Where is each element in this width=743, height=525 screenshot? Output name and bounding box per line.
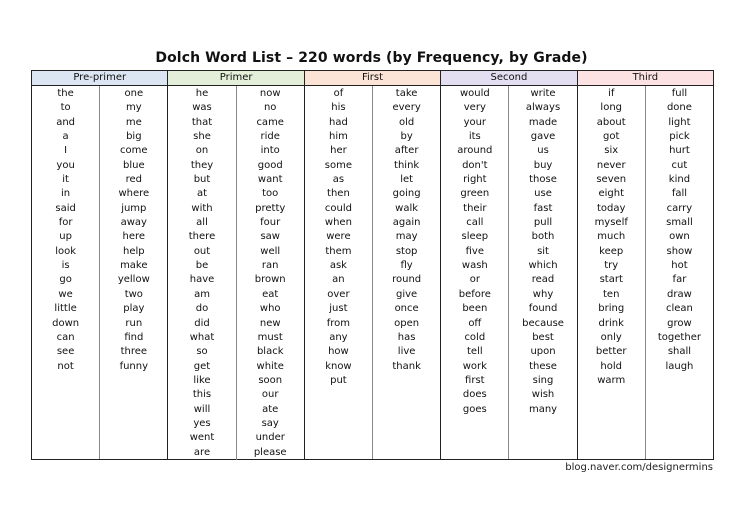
- sight-word: ten: [603, 288, 620, 300]
- sight-word: much: [597, 231, 626, 243]
- sight-word: when: [324, 217, 352, 229]
- sight-word: big: [126, 131, 142, 143]
- sight-word: gave: [530, 131, 556, 143]
- grade-group: [305, 71, 441, 459]
- sight-word: live: [397, 346, 416, 358]
- sight-word: got: [603, 131, 620, 143]
- sight-word: and: [56, 116, 76, 128]
- sight-word: don't: [462, 159, 488, 171]
- sight-word: light: [668, 116, 691, 128]
- sight-word: why: [532, 288, 554, 300]
- sight-word: keep: [599, 245, 624, 257]
- grade-group: [441, 71, 577, 459]
- sight-word: or: [469, 274, 480, 286]
- sight-word: after: [394, 145, 419, 157]
- sight-word: made: [528, 116, 558, 128]
- sight-word: off: [468, 317, 482, 329]
- sight-word: so: [196, 346, 208, 358]
- sight-word: run: [125, 317, 143, 329]
- sight-word: wish: [531, 389, 555, 401]
- sight-word: put: [330, 374, 347, 386]
- word-column: [168, 86, 235, 460]
- sight-word: warm: [597, 374, 626, 386]
- sight-word: see: [56, 346, 75, 358]
- sight-word: our: [261, 389, 279, 401]
- sight-word: us: [537, 145, 549, 157]
- sight-word: thank: [392, 360, 421, 372]
- sight-word: his: [331, 102, 346, 114]
- sight-word: sleep: [461, 231, 489, 243]
- sight-word: let: [400, 174, 414, 186]
- sight-word: say: [261, 417, 279, 429]
- sight-word: were: [326, 231, 351, 243]
- sight-word: think: [394, 159, 420, 171]
- sight-word: could: [324, 202, 352, 214]
- sight-word: him: [328, 131, 348, 143]
- sight-word: work: [462, 360, 487, 372]
- sight-word: goes: [462, 403, 487, 415]
- sight-word: upon: [530, 346, 556, 358]
- grade-header: First: [305, 71, 440, 86]
- sight-word: was: [192, 102, 212, 114]
- sight-word: six: [604, 145, 619, 157]
- sight-word: what: [189, 331, 215, 343]
- sight-word: make: [120, 260, 148, 272]
- sight-word: found: [528, 303, 558, 315]
- sight-word: be: [195, 260, 209, 272]
- sight-word: by: [400, 131, 413, 143]
- sight-word: its: [468, 131, 481, 143]
- sight-word: as: [332, 174, 345, 186]
- sight-word: been: [462, 303, 488, 315]
- sight-word: away: [120, 217, 147, 229]
- sight-word: is: [61, 260, 70, 272]
- sight-word: then: [327, 188, 350, 200]
- sight-word: has: [397, 331, 416, 343]
- sight-word: he: [195, 88, 209, 99]
- sight-word: into: [260, 145, 280, 157]
- sight-word: clean: [665, 303, 693, 315]
- sight-word: both: [531, 231, 555, 243]
- sight-word: green: [460, 188, 490, 200]
- sight-word: fly: [400, 260, 413, 272]
- sight-word: to: [60, 102, 71, 114]
- sight-word: for: [58, 217, 73, 229]
- sight-word: red: [125, 174, 142, 186]
- sight-word: always: [525, 102, 561, 114]
- sight-word: please: [253, 446, 287, 458]
- sight-word: today: [597, 202, 626, 214]
- sight-word: find: [124, 331, 144, 343]
- sight-word: may: [395, 231, 418, 243]
- sight-word: some: [324, 159, 353, 171]
- sight-word: pretty: [255, 202, 286, 214]
- sight-word: play: [123, 303, 145, 315]
- sight-word: small: [666, 217, 693, 229]
- sight-word: down: [52, 317, 80, 329]
- sight-word: we: [58, 288, 73, 300]
- sight-word: know: [325, 360, 352, 372]
- sight-word: going: [392, 188, 421, 200]
- sight-word: will: [193, 403, 211, 415]
- sight-word: write: [530, 88, 556, 99]
- sight-word: with: [191, 202, 213, 214]
- sight-word: on: [195, 145, 209, 157]
- sight-word: five: [465, 245, 484, 257]
- sight-word: does: [462, 389, 487, 401]
- sight-word: am: [194, 288, 210, 300]
- sight-word: from: [326, 317, 351, 329]
- sight-word: give: [396, 288, 418, 300]
- sight-word: seven: [596, 174, 627, 186]
- sight-word: read: [531, 274, 555, 286]
- sight-word: ate: [262, 403, 279, 415]
- sight-word: not: [57, 360, 74, 372]
- sight-word: had: [329, 116, 348, 128]
- sight-word: are: [193, 446, 211, 458]
- sight-word: cold: [464, 331, 486, 343]
- sight-word: if: [608, 88, 615, 99]
- sight-word: hot: [671, 260, 688, 272]
- sight-word: come: [120, 145, 148, 157]
- sight-word: show: [666, 245, 693, 257]
- sight-word: those: [529, 174, 557, 186]
- sight-word: once: [394, 303, 419, 315]
- sight-word: these: [529, 360, 557, 372]
- sight-word: eight: [598, 188, 624, 200]
- sight-word: three: [120, 346, 148, 358]
- sight-word: up: [59, 231, 72, 243]
- sight-word: good: [257, 159, 283, 171]
- sight-word: that: [191, 116, 213, 128]
- sight-word: before: [458, 288, 491, 300]
- sight-word: which: [528, 260, 558, 272]
- sight-word: who: [259, 303, 281, 315]
- sight-word: your: [463, 116, 487, 128]
- sight-word: fast: [533, 202, 553, 214]
- sight-word: about: [596, 116, 626, 128]
- word-column: [236, 86, 304, 460]
- sight-word: done: [666, 102, 692, 114]
- sight-word: have: [189, 274, 215, 286]
- sight-word: cut: [671, 159, 688, 171]
- sight-word: at: [196, 188, 208, 200]
- sight-word: they: [190, 159, 214, 171]
- sight-word: far: [672, 274, 687, 286]
- sight-word: said: [55, 202, 76, 214]
- sight-word: their: [463, 202, 487, 214]
- sight-word: fall: [671, 188, 688, 200]
- sight-word: she: [193, 131, 211, 143]
- sight-word: bring: [598, 303, 625, 315]
- sight-word: buy: [533, 159, 553, 171]
- sight-word: me: [125, 116, 142, 128]
- sight-word: like: [193, 374, 211, 386]
- sight-word: help: [122, 245, 145, 257]
- sight-word: a: [62, 131, 69, 143]
- grade-group: [168, 71, 304, 459]
- sight-word: would: [459, 88, 490, 99]
- sight-word: yes: [193, 417, 211, 429]
- sight-word: every: [392, 102, 421, 114]
- sight-word: four: [260, 217, 281, 229]
- sight-word: hold: [600, 360, 623, 372]
- sight-word: now: [259, 88, 281, 99]
- sight-word: right: [463, 174, 487, 186]
- word-column: [645, 86, 713, 459]
- sight-word: sing: [532, 374, 554, 386]
- sight-word: in: [61, 188, 71, 200]
- sight-word: open: [394, 317, 420, 329]
- word-table: [31, 70, 714, 460]
- sight-word: ran: [261, 260, 279, 272]
- sight-word: together: [657, 331, 701, 343]
- sight-word: the: [57, 88, 74, 99]
- sight-word: just: [329, 303, 348, 315]
- grade-header: Pre-primer: [32, 71, 167, 86]
- sight-word: them: [325, 245, 352, 257]
- sight-word: around: [457, 145, 493, 157]
- sight-word: sit: [537, 245, 549, 257]
- sight-word: must: [257, 331, 283, 343]
- sight-word: again: [392, 217, 421, 229]
- word-column: [32, 86, 99, 459]
- sight-word: no: [263, 102, 277, 114]
- sight-word: here: [122, 231, 146, 243]
- sight-word: saw: [260, 231, 280, 243]
- sight-word: draw: [667, 288, 692, 300]
- sight-word: use: [534, 188, 552, 200]
- sight-word: better: [595, 346, 627, 358]
- sight-word: first: [465, 374, 485, 386]
- sight-word: call: [466, 217, 484, 229]
- sight-word: funny: [119, 360, 149, 372]
- grade-header: Third: [578, 71, 713, 86]
- sight-word: did: [194, 317, 210, 329]
- sight-word: you: [56, 159, 75, 171]
- sight-word: old: [398, 116, 415, 128]
- sight-word: any: [329, 331, 348, 343]
- sight-word: long: [600, 102, 623, 114]
- sight-word: this: [192, 389, 212, 401]
- grade-header: Second: [441, 71, 576, 86]
- sight-word: want: [257, 174, 283, 186]
- sight-word: shall: [667, 346, 692, 358]
- sight-word: over: [327, 288, 350, 300]
- sight-word: own: [669, 231, 690, 243]
- sight-word: tell: [467, 346, 483, 358]
- sight-word: how: [328, 346, 349, 358]
- sight-word: I: [64, 145, 68, 157]
- word-column: [99, 86, 167, 459]
- sight-word: under: [255, 432, 285, 444]
- sight-word: round: [392, 274, 422, 286]
- grade-header: Primer: [168, 71, 303, 86]
- sight-word: hurt: [669, 145, 690, 157]
- page-title: Dolch Word List – 220 words (by Frequency, by Grade): [155, 50, 588, 66]
- sight-word: laugh: [665, 360, 694, 372]
- sight-word: it: [62, 174, 69, 186]
- sight-word: wash: [461, 260, 488, 272]
- sight-word: because: [522, 317, 564, 329]
- word-column: [441, 86, 508, 459]
- sight-word: ask: [329, 260, 347, 272]
- sight-word: start: [599, 274, 623, 286]
- sight-word: ride: [260, 131, 280, 143]
- grade-group: [578, 71, 713, 459]
- sight-word: soon: [258, 374, 283, 386]
- sight-word: carry: [666, 202, 693, 214]
- sight-word: only: [600, 331, 622, 343]
- word-column: [578, 86, 645, 459]
- word-column: [508, 86, 576, 459]
- sight-word: very: [463, 102, 486, 114]
- sight-word: my: [125, 102, 142, 114]
- sight-word: all: [196, 217, 208, 229]
- sight-word: eat: [262, 288, 279, 300]
- word-column: [305, 86, 372, 459]
- sight-word: kind: [668, 174, 691, 186]
- sight-word: her: [330, 145, 347, 157]
- sight-word: blue: [122, 159, 145, 171]
- sight-word: drink: [598, 317, 624, 329]
- sight-word: two: [124, 288, 143, 300]
- word-column: [372, 86, 440, 459]
- sight-word: too: [262, 188, 279, 200]
- sight-word: look: [55, 245, 76, 257]
- sight-word: pull: [533, 217, 553, 229]
- sight-word: stop: [395, 245, 418, 257]
- sight-word: but: [193, 174, 211, 186]
- sight-word: out: [193, 245, 211, 257]
- sight-word: many: [528, 403, 558, 415]
- sight-word: take: [395, 88, 418, 99]
- source-credit: blog.naver.com/designermins: [565, 462, 713, 473]
- sight-word: pick: [669, 131, 690, 143]
- sight-word: full: [671, 88, 688, 99]
- sight-word: do: [195, 303, 209, 315]
- grade-group: [32, 71, 168, 459]
- sight-word: new: [259, 317, 281, 329]
- sight-word: walk: [395, 202, 419, 214]
- sight-word: best: [532, 331, 554, 343]
- sight-word: little: [54, 303, 77, 315]
- sight-word: of: [333, 88, 344, 99]
- sight-word: white: [256, 360, 284, 372]
- sight-word: try: [604, 260, 619, 272]
- sight-word: never: [596, 159, 626, 171]
- sight-word: there: [188, 231, 216, 243]
- sight-word: came: [256, 116, 284, 128]
- sight-word: yellow: [117, 274, 150, 286]
- sight-word: well: [260, 245, 281, 257]
- sight-word: grow: [667, 317, 692, 329]
- sight-word: myself: [594, 217, 628, 229]
- sight-word: go: [59, 274, 72, 286]
- sight-word: one: [124, 88, 144, 99]
- sight-word: jump: [121, 202, 147, 214]
- sight-word: black: [256, 346, 284, 358]
- sight-word: an: [332, 274, 345, 286]
- sight-word: went: [189, 432, 215, 444]
- sight-word: brown: [254, 274, 286, 286]
- sight-word: can: [56, 331, 75, 343]
- sight-word: where: [118, 188, 150, 200]
- sight-word: get: [193, 360, 211, 372]
